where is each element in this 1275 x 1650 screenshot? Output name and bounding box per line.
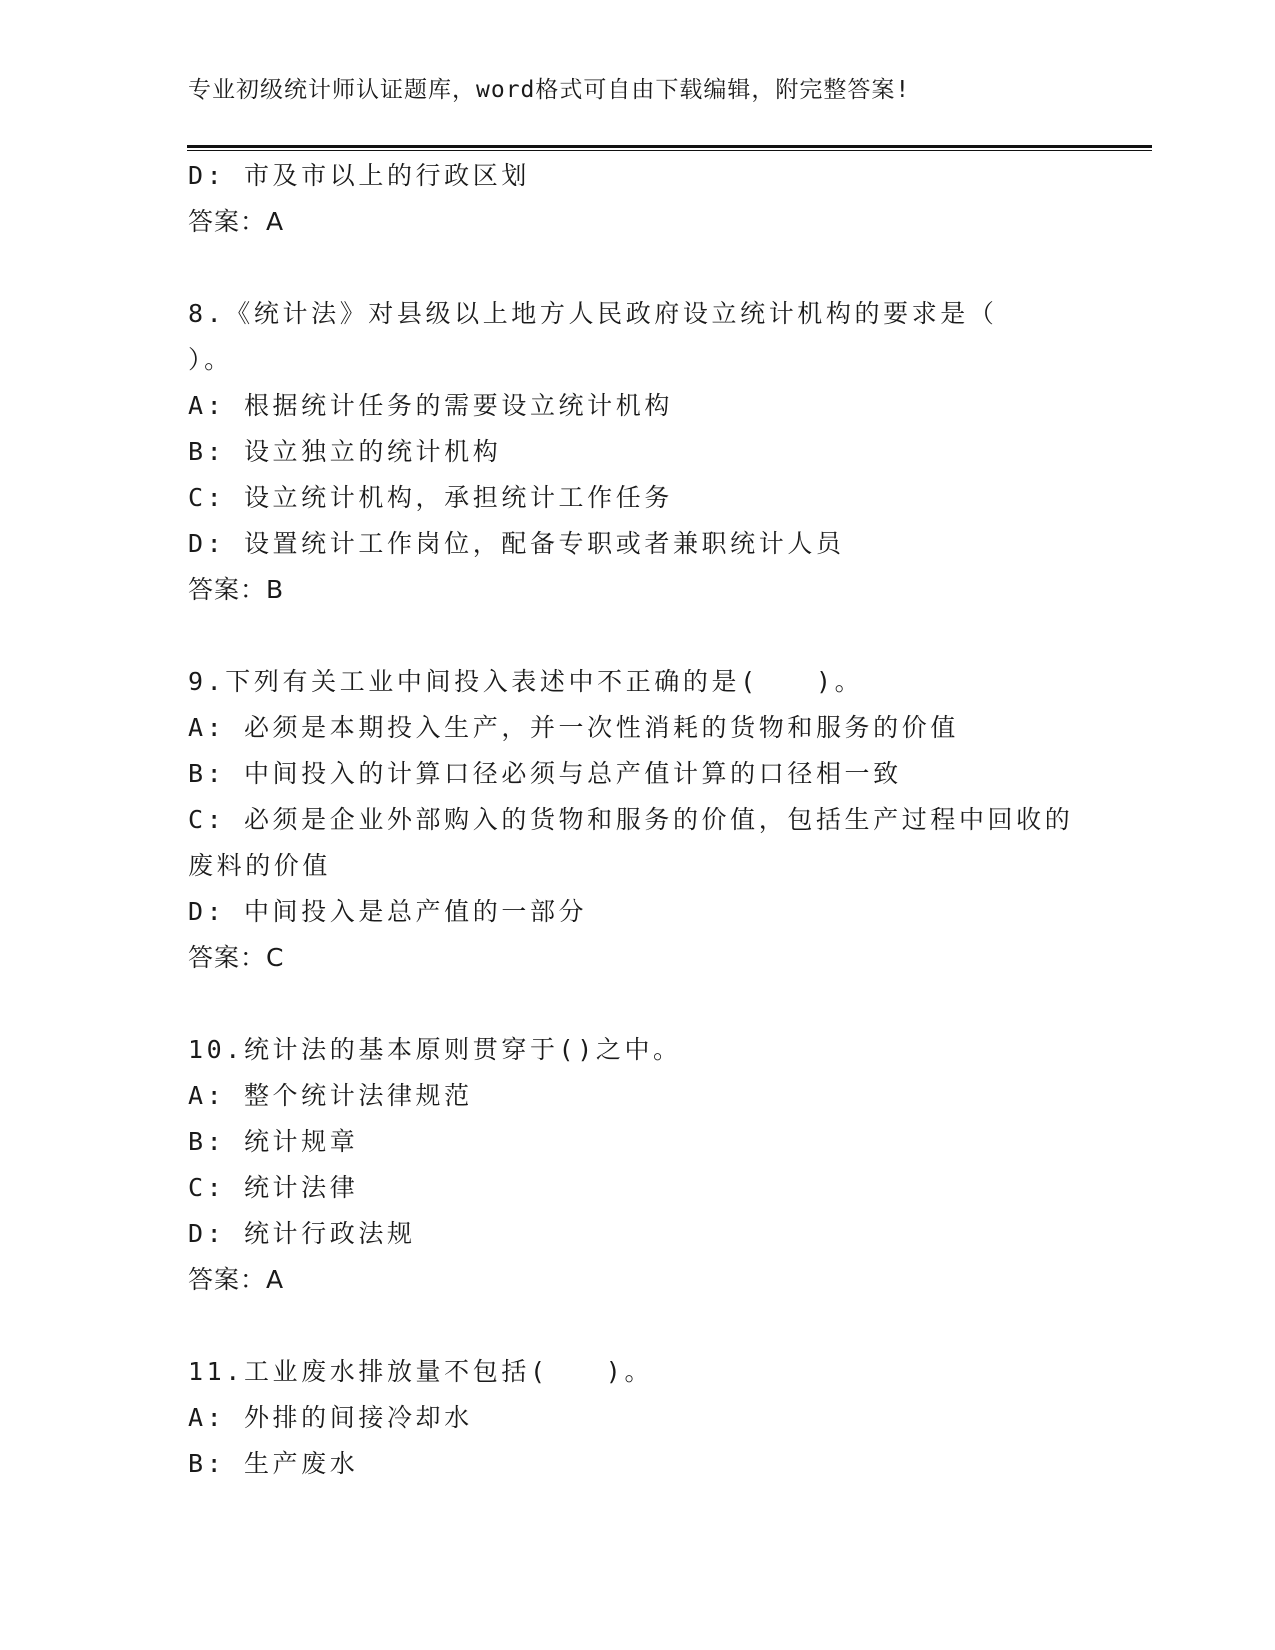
block-gap	[188, 620, 1118, 666]
answer-line: 答案：B	[188, 575, 285, 604]
block-gap	[188, 988, 1118, 1034]
answer-line: 答案：A	[188, 1265, 285, 1294]
question-text-line: 8.《统计法》对县级以上地方人民政府设立统计机构的要求是（	[188, 299, 998, 328]
question-text-line: D: 设置统计工作岗位，配备专职或者兼职统计人员	[188, 529, 845, 558]
question-text-line: B: 中间投入的计算口径必须与总产值计算的口径相一致	[188, 759, 902, 788]
question-text-line: A: 整个统计法律规范	[188, 1081, 473, 1110]
question-text-line: 10.统计法的基本原则贯穿于()之中。	[188, 1035, 682, 1064]
header-rule-thick	[187, 145, 1152, 148]
question-text-line: 废料的价值	[188, 851, 332, 880]
question-text-line: B: 生产废水	[188, 1449, 359, 1478]
answer-line: 答案：A	[188, 207, 285, 236]
question-text-line: C: 统计法律	[188, 1173, 359, 1202]
question-content	[188, 160, 1118, 1494]
question-text-line: B: 设立独立的统计机构	[188, 437, 502, 466]
block-gap	[188, 252, 1118, 298]
question-text-line: A: 根据统计任务的需要设立统计机构	[188, 391, 673, 420]
question-text-line: B: 统计规章	[188, 1127, 359, 1156]
question-text-line: A: 外排的间接冷却水	[188, 1403, 473, 1432]
question-text-line: D: 市及市以上的行政区划	[188, 161, 530, 190]
question-text-line: D: 中间投入是总产值的一部分	[188, 897, 588, 926]
header-rule-thin	[187, 150, 1152, 151]
page-header: 专业初级统计师认证题库，word格式可自由下载编辑，附完整答案!	[188, 77, 911, 103]
question-text-line: D: 统计行政法规	[188, 1219, 416, 1248]
question-text-line: 11.工业废水排放量不包括( )。	[188, 1357, 654, 1386]
question-text-line: C: 设立统计机构，承担统计工作任务	[188, 483, 673, 512]
question-text-line: A: 必须是本期投入生产，并一次性消耗的货物和服务的价值	[188, 713, 959, 742]
question-text-line: 9.下列有关工业中间投入表述中不正确的是( )。	[188, 667, 864, 696]
answer-line: 答案：C	[188, 943, 285, 972]
question-text-line: C: 必须是企业外部购入的货物和服务的价值，包括生产过程中回收的	[188, 805, 1074, 834]
block-gap	[188, 1310, 1118, 1356]
question-text-line: ）。	[188, 345, 233, 374]
